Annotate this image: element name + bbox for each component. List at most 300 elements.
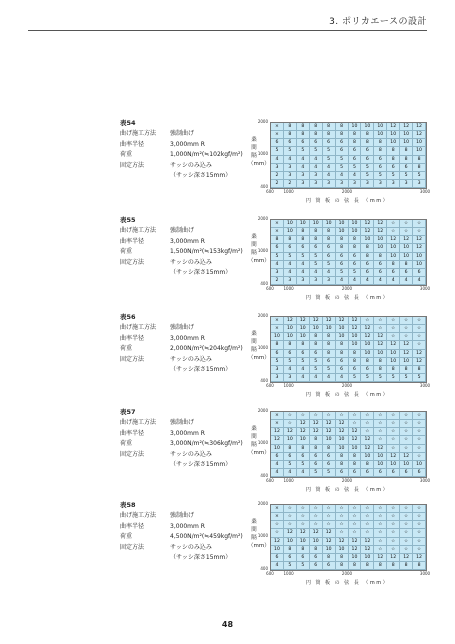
spec-value: 強制曲げ — [170, 227, 195, 234]
spec-fix — [120, 450, 243, 461]
grid-cell: 3 — [284, 172, 297, 180]
grid-cell: 6 — [349, 469, 362, 477]
grid-cell: 10 — [400, 131, 413, 139]
spec-label: 曲げ施工方法 — [120, 419, 157, 426]
grid-cell: ☆ — [374, 529, 387, 537]
grid-cell: 10 — [323, 220, 336, 228]
x-tick-label: 3000 — [419, 286, 431, 291]
grid-cell: 5 — [400, 172, 413, 180]
grid-cell: ☆ — [413, 505, 426, 513]
grid-cell: 10 — [400, 358, 413, 366]
grid-cell: 8 — [349, 350, 362, 358]
grid-cell: 8 — [361, 139, 374, 147]
grid-cell: ☆ — [413, 341, 426, 349]
grid-cell: 12 — [349, 436, 362, 444]
spec-method — [120, 323, 243, 334]
spec-list — [120, 418, 243, 471]
grid-cell: 12 — [297, 428, 310, 436]
grid-cell: 12 — [323, 428, 336, 436]
grid-cell: 12 — [387, 236, 400, 244]
grid-cell: × — [271, 420, 284, 428]
grid-cell: 12 — [297, 420, 310, 428]
grid-cell: 12 — [400, 350, 413, 358]
grid-cell: 3 — [297, 172, 310, 180]
grid-cell: 12 — [310, 420, 323, 428]
grid-cell: ☆ — [400, 333, 413, 341]
grid-cell: 6 — [349, 261, 362, 269]
chapter-title: 3. ポリカエースの設計 — [329, 17, 427, 27]
grid-cell: 12 — [284, 529, 297, 537]
grid-cell: 6 — [361, 366, 374, 374]
grid-cell: 10 — [310, 538, 323, 546]
grid-cell: × — [271, 317, 284, 325]
grid-cell: 5 — [349, 164, 362, 172]
grid-cell: 6 — [400, 269, 413, 277]
grid-cell: 12 — [400, 341, 413, 349]
grid-cell: 12 — [374, 445, 387, 453]
grid-cell: 12 — [361, 546, 374, 554]
table-section — [120, 215, 430, 307]
grid-cell: ☆ — [387, 412, 400, 420]
grid-cell: 12 — [297, 529, 310, 537]
grid-cell: ☆ — [413, 317, 426, 325]
grid-cell: 6 — [271, 139, 284, 147]
grid-cell: 12 — [387, 123, 400, 131]
spec-value: 3,000mm R — [170, 334, 205, 342]
y-axis-label: 桑 間 隔 （mm） — [248, 137, 270, 167]
grid-cell: ☆ — [400, 436, 413, 444]
grid-cell: 12 — [374, 341, 387, 349]
x-tick-label: 600 — [266, 571, 274, 576]
spec-load — [120, 344, 243, 355]
grid-cell: ☆ — [374, 412, 387, 420]
grid-cell: ☆ — [374, 538, 387, 546]
grid-cell: 10 — [387, 358, 400, 366]
grid-cell: 6 — [323, 562, 336, 570]
x-tick-label: 600 — [266, 286, 274, 291]
grid-cell: 8 — [284, 546, 297, 554]
grid-cell: 12 — [271, 436, 284, 444]
spec-label: 曲率半径 — [120, 140, 145, 148]
grid-cell: 8 — [336, 350, 349, 358]
grid-cell: 12 — [310, 529, 323, 537]
grid-cell: ☆ — [400, 228, 413, 236]
grid-cell: ☆ — [323, 513, 336, 521]
y-tick-label: 2000 — [257, 501, 268, 506]
spec-value: 強制曲げ — [170, 512, 195, 519]
grid-cell: 6 — [349, 156, 362, 164]
table-section — [120, 500, 430, 592]
section-title: 表54 — [120, 119, 136, 127]
grid-cell: 8 — [284, 445, 297, 453]
grid-cell: 6 — [336, 147, 349, 155]
grid-cell: 8 — [323, 131, 336, 139]
grid-cell: ☆ — [413, 325, 426, 333]
grid-cell: 5 — [284, 147, 297, 155]
grid-cell: ☆ — [400, 220, 413, 228]
grid-cell: ☆ — [310, 412, 323, 420]
grid-cell: 5 — [323, 366, 336, 374]
grid-cell: ☆ — [400, 521, 413, 529]
grid-cell: ☆ — [297, 521, 310, 529]
spec-label: 曲げ施工方法 — [120, 130, 157, 137]
grid-cell: 8 — [400, 261, 413, 269]
grid-cell: 3 — [310, 180, 323, 188]
grid-cell: 4 — [336, 277, 349, 285]
grid-cell: 12 — [400, 123, 413, 131]
grid-cell: 8 — [297, 228, 310, 236]
grid-cell: 8 — [349, 139, 362, 147]
spec-value: 2,000N/m²(≒204kgf/m²) — [170, 345, 243, 352]
grid-cell: 6 — [284, 350, 297, 358]
grid-cell: 4 — [297, 261, 310, 269]
spec-label: 固定方法 — [120, 258, 145, 266]
grid-cell: 6 — [271, 350, 284, 358]
grid-cell: 10 — [349, 445, 362, 453]
spec-fix-note — [120, 268, 243, 279]
grid-cell: 8 — [323, 228, 336, 236]
grid-cell: 10 — [336, 333, 349, 341]
span-grid — [270, 504, 427, 571]
table-section — [120, 118, 430, 210]
grid-cell: ☆ — [400, 513, 413, 521]
grid-cell: 3 — [284, 277, 297, 285]
grid-cell: 8 — [413, 562, 426, 570]
grid-cell: 3 — [374, 180, 387, 188]
x-tick-label: 600 — [266, 189, 274, 194]
grid-cell: ☆ — [284, 420, 297, 428]
spec-fix — [120, 258, 243, 269]
y-tick-label: 1000 — [257, 440, 268, 445]
spec-list — [120, 226, 243, 279]
grid-cell: 5 — [323, 147, 336, 155]
grid-cell: 10 — [323, 325, 336, 333]
x-tick-label: 2000 — [341, 571, 353, 576]
grid-cell: 6 — [374, 261, 387, 269]
grid-cell: ☆ — [400, 505, 413, 513]
grid-cell: 8 — [336, 461, 349, 469]
grid-cell: × — [271, 131, 284, 139]
grid-cell: ☆ — [310, 505, 323, 513]
grid-cell: 6 — [413, 269, 426, 277]
span-chart — [248, 215, 430, 307]
grid-cell: 10 — [284, 220, 297, 228]
x-tick-label: 600 — [266, 383, 274, 388]
grid-cell: 6 — [361, 269, 374, 277]
grid-cell: ☆ — [387, 529, 400, 537]
grid-cell: ☆ — [387, 333, 400, 341]
grid-cell: 5 — [310, 358, 323, 366]
grid-cell: ☆ — [310, 513, 323, 521]
x-tick-label: 600 — [266, 478, 274, 483]
grid-cell: 5 — [297, 562, 310, 570]
grid-cell: 12 — [336, 428, 349, 436]
x-tick-label: 1000 — [283, 189, 294, 194]
spec-value: 強制曲げ — [170, 130, 195, 137]
y-axis-label: 桑 間 隔 （mm） — [248, 234, 270, 264]
grid-cell: 10 — [349, 554, 362, 562]
grid-cell: 12 — [361, 445, 374, 453]
grid-cell: 6 — [400, 164, 413, 172]
grid-cell: ☆ — [400, 529, 413, 537]
grid-cell: 3 — [271, 374, 284, 382]
spec-label: 固定方法 — [120, 543, 145, 551]
spec-radius — [120, 429, 243, 440]
grid-cell: 3 — [361, 180, 374, 188]
grid-cell: 8 — [361, 244, 374, 252]
grid-cell: 5 — [271, 253, 284, 261]
spec-value: サッシのみ込み — [170, 258, 212, 266]
spec-value: 3,000mm R — [170, 140, 205, 148]
spec-list — [120, 323, 243, 376]
grid-cell: ☆ — [284, 521, 297, 529]
grid-cell: 6 — [310, 453, 323, 461]
spec-value: （サッシ深さ15mm） — [170, 172, 232, 179]
section-title: 表55 — [120, 216, 136, 224]
grid-cell: 10 — [271, 445, 284, 453]
grid-cell: ☆ — [413, 529, 426, 537]
grid-cell: ☆ — [387, 445, 400, 453]
grid-cell: ☆ — [387, 436, 400, 444]
grid-cell: 5 — [323, 469, 336, 477]
grid-cell: 8 — [336, 453, 349, 461]
grid-cell: ☆ — [271, 529, 284, 537]
y-tick-label: 400 — [260, 473, 268, 478]
grid-cell: 6 — [400, 469, 413, 477]
grid-cell: 10 — [271, 546, 284, 554]
grid-cell: 5 — [336, 269, 349, 277]
span-chart — [248, 118, 430, 210]
spec-load — [120, 247, 243, 258]
grid-cell: ☆ — [387, 428, 400, 436]
grid-cell: 3 — [323, 277, 336, 285]
spec-value: （サッシ深さ15mm） — [170, 554, 232, 561]
grid-cell: ☆ — [413, 333, 426, 341]
grid-cell: ☆ — [387, 220, 400, 228]
grid-cell: 8 — [323, 445, 336, 453]
grid-cell: 4 — [323, 374, 336, 382]
grid-cell: 12 — [361, 333, 374, 341]
spec-list — [120, 129, 243, 182]
spec-label — [120, 365, 170, 376]
grid-cell: 8 — [297, 546, 310, 554]
grid-cell: 4 — [323, 172, 336, 180]
grid-cell: 5 — [336, 164, 349, 172]
grid-cell: 6 — [361, 156, 374, 164]
grid-cell: 12 — [323, 317, 336, 325]
grid-cell: 2 — [271, 172, 284, 180]
spec-method — [120, 129, 243, 140]
spec-method — [120, 418, 243, 429]
grid-cell: 6 — [310, 350, 323, 358]
grid-cell: 8 — [413, 164, 426, 172]
grid-cell: 10 — [349, 220, 362, 228]
grid-cell: 8 — [323, 350, 336, 358]
x-tick-label: 2000 — [341, 478, 353, 483]
grid-cell: 12 — [400, 453, 413, 461]
grid-cell: ☆ — [297, 412, 310, 420]
grid-cell: 8 — [387, 156, 400, 164]
grid-cell: 12 — [400, 236, 413, 244]
grid-cell: 8 — [400, 147, 413, 155]
grid-cell: ☆ — [387, 538, 400, 546]
grid-cell: ☆ — [349, 521, 362, 529]
grid-cell: × — [271, 325, 284, 333]
grid-cell: 4 — [310, 156, 323, 164]
grid-cell: 10 — [400, 461, 413, 469]
grid-cell: 8 — [349, 244, 362, 252]
grid-cell: ☆ — [413, 445, 426, 453]
grid-cell: ☆ — [374, 546, 387, 554]
spec-value: 強制曲げ — [170, 419, 195, 426]
grid-cell: 12 — [413, 236, 426, 244]
grid-cell: 8 — [374, 253, 387, 261]
grid-cell: 5 — [271, 147, 284, 155]
spec-fix — [120, 161, 243, 172]
spec-label: 曲げ施工方法 — [120, 227, 157, 234]
grid-cell: 5 — [284, 358, 297, 366]
grid-cell: 10 — [400, 253, 413, 261]
x-axis-label: 円 筒 板 の 弦 長 （mm） — [305, 392, 390, 398]
grid-cell: 12 — [336, 317, 349, 325]
grid-cell: 12 — [374, 228, 387, 236]
grid-cell: 8 — [336, 123, 349, 131]
grid-cell: ☆ — [349, 529, 362, 537]
grid-cell: 5 — [387, 374, 400, 382]
grid-cell: 4 — [297, 374, 310, 382]
grid-cell: 10 — [374, 461, 387, 469]
x-tick-label: 3000 — [419, 383, 431, 388]
grid-cell: 8 — [297, 236, 310, 244]
grid-cell: 5 — [297, 461, 310, 469]
grid-cell: 4 — [284, 469, 297, 477]
grid-cell: 6 — [271, 453, 284, 461]
spec-label: 曲率半径 — [120, 237, 145, 245]
grid-cell: 12 — [361, 436, 374, 444]
grid-cell: 6 — [387, 469, 400, 477]
grid-cell: 10 — [413, 139, 426, 147]
grid-cell: ☆ — [297, 513, 310, 521]
grid-cell: 8 — [310, 333, 323, 341]
grid-cell: 10 — [271, 333, 284, 341]
grid-cell: ☆ — [284, 513, 297, 521]
grid-cell: 8 — [310, 546, 323, 554]
grid-cell: 5 — [284, 253, 297, 261]
grid-cell: 4 — [323, 164, 336, 172]
grid-cell: 8 — [310, 341, 323, 349]
grid-cell: 8 — [349, 236, 362, 244]
grid-cell: 5 — [297, 147, 310, 155]
grid-cell: ☆ — [413, 513, 426, 521]
grid-cell: 10 — [361, 236, 374, 244]
grid-cell: 5 — [310, 147, 323, 155]
grid-cell: 6 — [271, 244, 284, 252]
grid-cell: ☆ — [374, 505, 387, 513]
grid-cell: 6 — [323, 139, 336, 147]
grid-cell: 8 — [361, 358, 374, 366]
grid-cell: ☆ — [361, 529, 374, 537]
grid-cell: 12 — [387, 341, 400, 349]
grid-cell: 10 — [336, 325, 349, 333]
grid-cell: 3 — [271, 366, 284, 374]
grid-cell: ☆ — [323, 521, 336, 529]
grid-cell: 4 — [400, 277, 413, 285]
grid-cell: 12 — [413, 244, 426, 252]
y-tick-label: 400 — [260, 378, 268, 383]
page-number: 48 — [221, 620, 234, 629]
grid-cell: 8 — [284, 123, 297, 131]
grid-cell: ☆ — [413, 538, 426, 546]
grid-cell: ☆ — [413, 220, 426, 228]
grid-cell: ☆ — [361, 420, 374, 428]
grid-cell: 12 — [374, 220, 387, 228]
grid-cell: 6 — [361, 147, 374, 155]
spec-label — [120, 460, 170, 471]
grid-cell: × — [271, 412, 284, 420]
grid-cell: 10 — [361, 350, 374, 358]
grid-cell: 4 — [310, 374, 323, 382]
spec-method — [120, 226, 243, 237]
grid-cell: ☆ — [336, 412, 349, 420]
grid-cell: 8 — [387, 366, 400, 374]
spec-label: 荷重 — [120, 248, 133, 255]
grid-cell: 8 — [361, 253, 374, 261]
grid-cell: 2 — [271, 180, 284, 188]
grid-cell: ☆ — [349, 412, 362, 420]
grid-cell: 10 — [336, 436, 349, 444]
y-axis-label: 桑 間 隔 （mm） — [248, 331, 270, 361]
grid-cell: 10 — [413, 253, 426, 261]
grid-cell: 10 — [336, 220, 349, 228]
grid-cell: ☆ — [387, 546, 400, 554]
grid-cell: 8 — [387, 261, 400, 269]
grid-cell: 6 — [374, 156, 387, 164]
grid-cell: 5 — [361, 172, 374, 180]
spec-method — [120, 511, 243, 522]
grid-cell: ☆ — [374, 513, 387, 521]
grid-cell: ☆ — [400, 317, 413, 325]
spec-fix-note — [120, 553, 243, 564]
grid-cell: 8 — [271, 341, 284, 349]
grid-cell: 10 — [374, 453, 387, 461]
grid-cell: 10 — [387, 131, 400, 139]
grid-cell: 6 — [284, 244, 297, 252]
grid-cell: 12 — [271, 538, 284, 546]
grid-cell: 12 — [374, 554, 387, 562]
table-section — [120, 407, 430, 499]
grid-cell: 12 — [297, 317, 310, 325]
grid-cell: 8 — [361, 562, 374, 570]
grid-cell: 12 — [349, 538, 362, 546]
grid-cell: 10 — [387, 461, 400, 469]
grid-cell: 10 — [387, 244, 400, 252]
grid-cell: 3 — [284, 164, 297, 172]
spec-label: 曲率半径 — [120, 522, 145, 530]
grid-cell: 5 — [413, 374, 426, 382]
grid-cell: 8 — [361, 131, 374, 139]
spec-label — [120, 268, 170, 279]
grid-cell: 6 — [349, 147, 362, 155]
span-grid — [270, 122, 427, 189]
grid-cell: ☆ — [361, 513, 374, 521]
y-tick-label: 2000 — [257, 313, 268, 318]
grid-cell: 5 — [374, 172, 387, 180]
grid-cell: 10 — [413, 461, 426, 469]
grid-cell: 10 — [413, 147, 426, 155]
grid-cell: ☆ — [349, 505, 362, 513]
grid-cell: 4 — [284, 156, 297, 164]
x-tick-label: 3000 — [419, 478, 431, 483]
